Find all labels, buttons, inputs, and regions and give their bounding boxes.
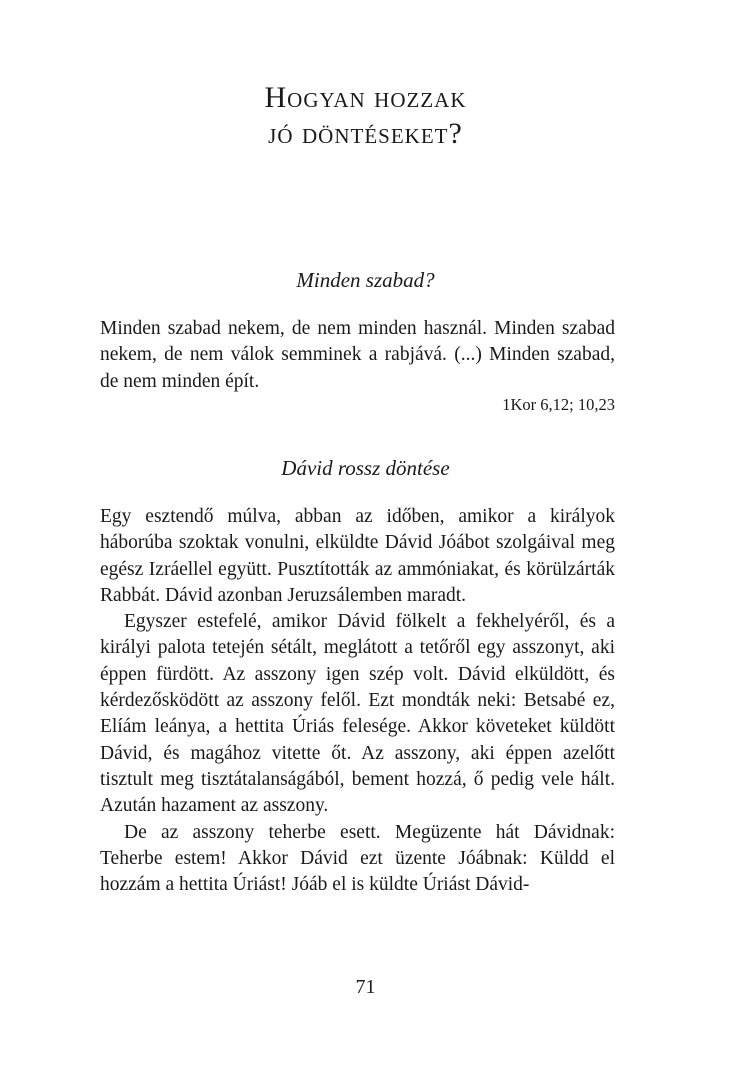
quote-text: Minden szabad nekem, de nem minden használ. Minden szabad nekem, de nem válok semminek a rabjává. (...) Minden szabad, de nem minden épít.	[100, 318, 615, 392]
bible-quote	[100, 316, 615, 395]
paragraph: Egy esztendő múlva, abban az időben, amikor a királyok háborúba szoktak vonulni, elküldte Dávid Jóábot szolgáival meg egész Izráellel együtt. Pusztították az ammóniakat, és körülzárták Rabbát. Dávid azonban Jeruzsálemben maradt.	[100, 506, 615, 606]
narrative-text	[100, 504, 615, 898]
bible-reference: 1Kor 6,12; 10,23	[502, 395, 615, 414]
chapter-title-line-2: jó döntéseket?	[268, 117, 463, 150]
paragraph: Egyszer estefelé, amikor Dávid fölkelt a fekhelyéről, és a királyi palota tetején sétált, meglátott a tetőről egy asszonyt, aki éppen fürdött. Az asszony igen szép volt. Dávid elküldött, és kérdezősködött az asszony felől. Ezt mondták neki: Betsabé ez, Elíám leánya, a hettita Úriás felesége. Akkor követeket küldött Dávid, és magához vitette őt. Az asszony, aki éppen azelőtt tisztult meg tisztátalanságából, bement hozzá, ő pedig vele hált. Azután hazament az asszony.	[100, 611, 615, 817]
section-heading-david: Dávid rossz döntése	[281, 456, 450, 480]
chapter-title-line-1: Hogyan hozzak	[264, 81, 467, 114]
page-number: 71	[355, 976, 376, 998]
section-heading-minden-szabad: Minden szabad?	[296, 268, 435, 292]
paragraph: De az asszony teherbe esett. Megüzente hát Dávidnak: Teherbe estem! Akkor Dávid ezt üzente Jóábnak: Küldd el hozzám a hettita Úriást! Jóáb el is küldte Úriást Dávid-	[100, 821, 615, 896]
